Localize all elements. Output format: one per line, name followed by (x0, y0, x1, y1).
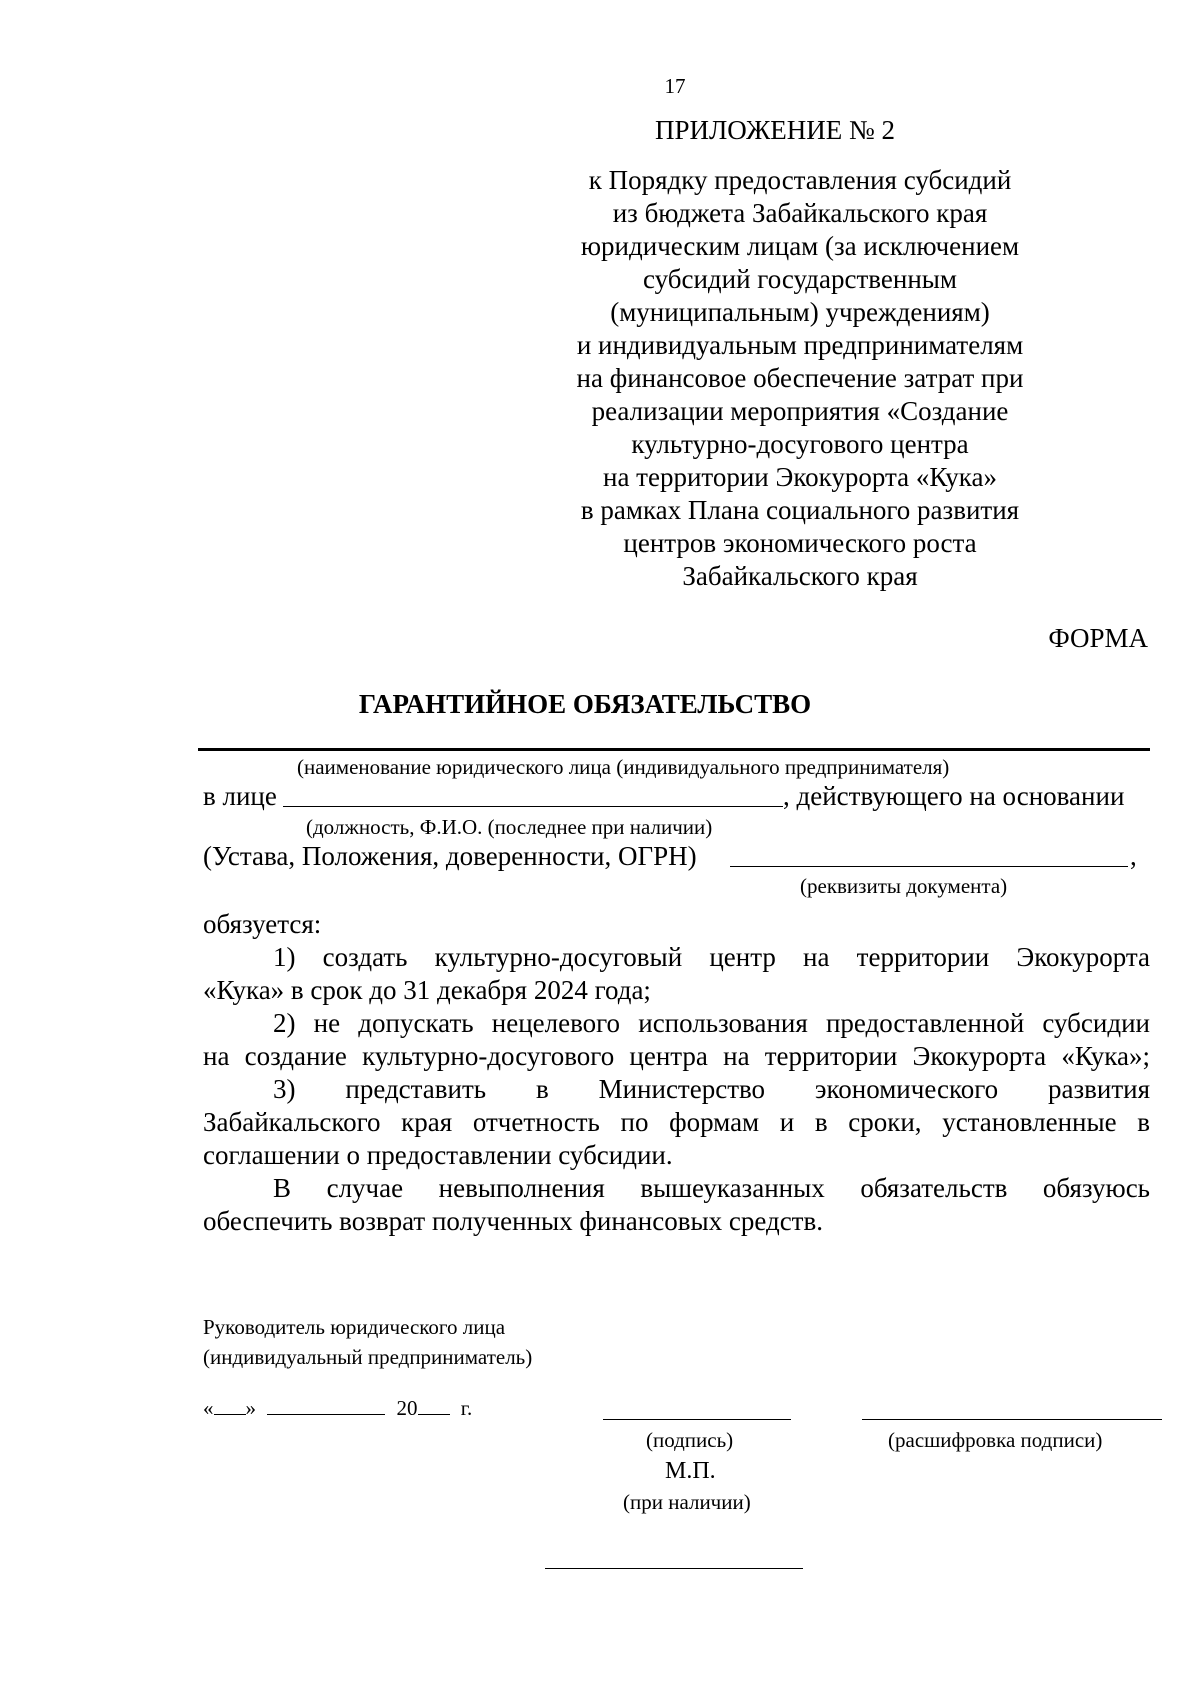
item-2-line-2: на создание культурно-досугового центра на территории Экокурорта «Кука»; (203, 1041, 1150, 1071)
appendix-line: на территории Экокурорта «Кука» (603, 462, 997, 492)
requisites-line (730, 866, 1128, 867)
day-blank (214, 1413, 246, 1415)
year-blank (418, 1413, 450, 1415)
requisites-caption: (реквизиты документа) (800, 874, 1008, 898)
appendix-description (545, 164, 1055, 593)
appendix-line: юридическим лицам (за исключением (580, 231, 1020, 261)
entity-caption: (наименование юридического лица (индивидуального предпринимателя) (297, 755, 950, 779)
item-3-line-3: соглашении о предоставлении субсидии. (203, 1140, 673, 1170)
date-close-quote: » (245, 1396, 256, 1420)
form-label: ФОРМА (1048, 623, 1148, 653)
stamp-note: (при наличии) (623, 1490, 751, 1514)
represented-suffix: , действующего на основании (783, 781, 1125, 811)
appendix-line: к Порядку предоставления субсидий (588, 165, 1012, 195)
appendix-line: из бюджета Забайкальского края (612, 198, 988, 228)
footer-line (545, 1568, 803, 1569)
basis-text: (Устава, Положения, доверенности, ОГРН) (203, 841, 697, 871)
head-title (203, 1312, 532, 1372)
representative-line (283, 806, 783, 807)
item-1-line-1: 1) создать культурно-досуговый центр на территории Экокурорта (273, 942, 1150, 972)
signature-caption: (подпись) (646, 1428, 734, 1452)
decoding-line (862, 1419, 1162, 1420)
appendix-line: (муниципальным) учреждениям) (610, 297, 990, 327)
appendix-line: в рамках Плана социального развития (580, 495, 1020, 525)
item-3-line-2: Забайкальского края отчетность по формам и в сроки, установленные в (203, 1107, 1150, 1137)
appendix-line: культурно-досугового центра (631, 429, 969, 459)
item-3-line-1: 3) представить в Министерство экономического развития (273, 1074, 1150, 1104)
stamp-label: М.П. (665, 1458, 716, 1484)
month-blank (267, 1413, 385, 1415)
year-prefix: 20 (396, 1396, 418, 1420)
year-suffix: г. (460, 1396, 473, 1420)
appendix-title: ПРИЛОЖЕНИЕ № 2 (654, 115, 896, 145)
date-row (203, 1395, 472, 1421)
item-1-line-2: «Кука» в срок до 31 декабря 2024 года; (203, 975, 651, 1005)
commits-text: обязуется: (203, 909, 322, 939)
appendix-line: Забайкальского края (682, 561, 918, 591)
appendix-line: центров экономического роста (623, 528, 977, 558)
entity-name-line (198, 748, 1150, 751)
item-2-line-1: 2) не допускать нецелевого использования предоставленной субсидии (273, 1008, 1150, 1038)
represented-prefix: в лице (203, 781, 277, 811)
closing-line-1: В случае невыполнения вышеуказанных обязательств обязуюсь (273, 1173, 1150, 1203)
date-open-quote: « (203, 1396, 214, 1420)
appendix-line: и индивидуальным предпринимателям (576, 330, 1024, 360)
closing-line-2: обеспечить возврат полученных финансовых средств. (203, 1206, 823, 1236)
appendix-line: реализации мероприятия «Создание (591, 396, 1009, 426)
page-number: 17 (664, 74, 686, 98)
head-line-1: Руководитель юридического лица (203, 1315, 506, 1339)
obligations-body (203, 908, 1150, 1238)
appendix-line: субсидий государственным (642, 264, 958, 294)
head-line-2: (индивидуальный предприниматель) (203, 1345, 533, 1369)
decoding-caption: (расшифровка подписи) (888, 1428, 1103, 1452)
signature-line (603, 1419, 791, 1420)
position-caption: (должность, Ф.И.О. (последнее при наличии) (306, 815, 713, 839)
appendix-line: на финансовое обеспечение затрат при (576, 363, 1024, 393)
document-title: ГАРАНТИЙНОЕ ОБЯЗАТЕЛЬСТВО (358, 689, 812, 719)
basis-suffix: , (1130, 841, 1137, 871)
